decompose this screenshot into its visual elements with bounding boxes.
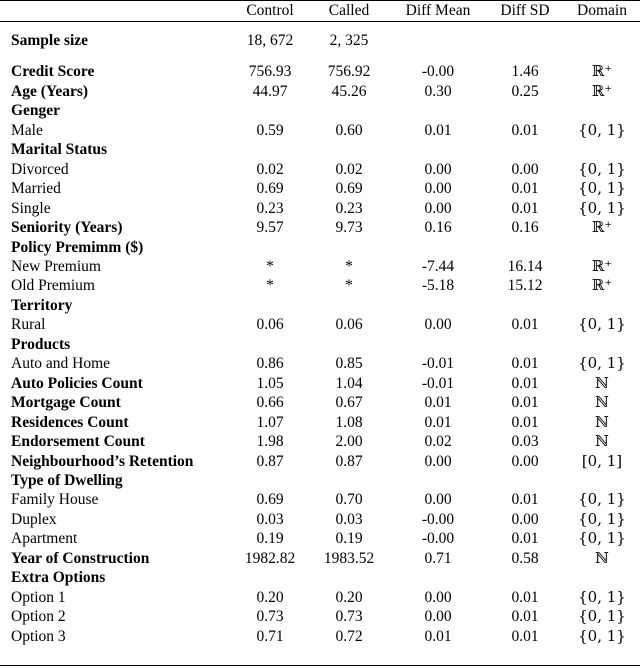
- cell-called: 0.85: [335, 355, 363, 373]
- cell-called: 2.00: [335, 433, 363, 451]
- cell-domain: {0, 1}: [578, 179, 626, 198]
- cell-diff-sd: 0.03: [511, 433, 539, 451]
- cell-domain: ℝ⁺: [591, 276, 613, 295]
- cell-domain: [564, 335, 640, 354]
- cell-diff-mean: -7.44: [421, 257, 455, 275]
- table-row: [0, 276, 640, 295]
- table-row: [0, 413, 640, 432]
- cell-domain: {0, 1}: [578, 354, 626, 373]
- row-label: Seniority (Years): [11, 219, 123, 237]
- cell-diff-mean: [390, 238, 486, 257]
- cell-called: [308, 140, 390, 159]
- row-label: Single: [11, 199, 51, 217]
- cell-control: 0.06: [256, 316, 284, 334]
- table-row: [0, 101, 640, 120]
- cell-control: 1982.82: [244, 549, 296, 567]
- cell-diff-mean: -0.00: [421, 530, 455, 548]
- row-label: Extra Options: [11, 569, 106, 587]
- cell-diff-sd: [486, 140, 564, 159]
- cell-diff-mean: -0.01: [421, 374, 455, 392]
- table-row: [0, 374, 640, 393]
- table-row: [0, 354, 640, 373]
- cell-diff-sd: 0.01: [511, 627, 539, 645]
- table-row: [0, 315, 640, 334]
- header-label-col: [0, 0, 232, 21]
- row-label: Apartment: [11, 530, 78, 548]
- cell-domain: {0, 1}: [578, 587, 626, 606]
- sample-size-label: Sample size: [11, 32, 89, 49]
- header-called: Called: [328, 2, 370, 19]
- cell-control: 0.02: [256, 160, 284, 178]
- cell-diff-mean: [390, 101, 486, 120]
- cell-diff-mean: 0.01: [424, 627, 452, 645]
- cell-domain: {0, 1}: [578, 509, 626, 528]
- row-label: Residences Count: [11, 413, 129, 431]
- row-label: Year of Construction: [11, 549, 150, 567]
- cell-diff-sd: 0.01: [511, 491, 539, 509]
- cell-called: 0.20: [335, 588, 363, 606]
- row-label: Auto and Home: [11, 355, 111, 373]
- cell-domain: [564, 101, 640, 120]
- cell-diff-sd: 0.01: [511, 608, 539, 626]
- cell-called: 0.06: [335, 316, 363, 334]
- cell-control: *: [266, 257, 274, 275]
- cell-control: [232, 238, 308, 257]
- cell-diff-sd: 0.01: [511, 180, 539, 198]
- cell-diff-sd: 0.01: [511, 355, 539, 373]
- cell-control: 44.97: [252, 82, 288, 100]
- cell-domain: [564, 568, 640, 587]
- table-row: [0, 257, 640, 276]
- cell-control: 0.59: [256, 121, 284, 139]
- cell-control: 0.87: [256, 452, 284, 470]
- cell-control: 1.07: [256, 413, 284, 431]
- row-label: Age (Years): [11, 82, 89, 100]
- row-label: Products: [11, 335, 71, 353]
- cell-diff-sd: [486, 335, 564, 354]
- cell-control: 1.05: [256, 374, 284, 392]
- cell-diff-mean: 0.00: [424, 608, 452, 626]
- header-row: [0, 0, 640, 21]
- row-label: Territory: [11, 296, 73, 314]
- row-label: Neighbourhood’s Retention: [11, 452, 194, 470]
- cell-called: 1.04: [335, 374, 363, 392]
- cell-called: [308, 101, 390, 120]
- cell-called: *: [345, 277, 353, 295]
- cell-called: [308, 335, 390, 354]
- table-row: [0, 588, 640, 607]
- cell-domain: ℕ: [595, 548, 609, 567]
- row-label: New Premium: [11, 257, 101, 275]
- cell-domain: {0, 1}: [578, 198, 626, 217]
- cell-diff-mean: 0.01: [424, 394, 452, 412]
- sample-size-row: [0, 31, 640, 50]
- cell-control: 9.57: [256, 219, 284, 237]
- cell-control: 0.71: [256, 627, 284, 645]
- header-diff-mean: Diff Mean: [405, 2, 471, 19]
- cell-diff-sd: 0.00: [511, 510, 539, 528]
- sample-size-called: 2, 325: [329, 32, 369, 49]
- table-row: [0, 568, 640, 587]
- cell-diff-sd: [486, 471, 564, 490]
- cell-called: 0.03: [335, 510, 363, 528]
- cell-domain: {0, 1}: [578, 490, 626, 509]
- row-label: Option 3: [11, 627, 66, 645]
- cell-diff-sd: [486, 568, 564, 587]
- table-row: [0, 140, 640, 159]
- cell-called: 9.73: [335, 219, 363, 237]
- cell-called: [308, 238, 390, 257]
- cell-diff-mean: 0.00: [424, 452, 452, 470]
- cell-diff-sd: 0.16: [511, 219, 539, 237]
- cell-domain: [564, 140, 640, 159]
- cell-domain: ℝ⁺: [591, 218, 613, 237]
- cell-diff-sd: 0.00: [511, 452, 539, 470]
- table-row: [0, 432, 640, 451]
- cell-control: 0.66: [256, 394, 284, 412]
- cell-called: 45.26: [331, 82, 367, 100]
- cell-diff-sd: 0.25: [511, 82, 539, 100]
- cell-called: 0.60: [335, 121, 363, 139]
- cell-domain: ℝ⁺: [591, 256, 613, 275]
- cell-diff-sd: [486, 101, 564, 120]
- cell-domain: {0, 1}: [578, 315, 626, 334]
- table-row: [0, 549, 640, 568]
- cell-control: 756.93: [248, 63, 292, 81]
- table-row: [0, 471, 640, 490]
- cell-called: 0.69: [335, 180, 363, 198]
- cell-diff-sd: 0.01: [511, 588, 539, 606]
- cell-diff-sd: 16.14: [507, 257, 543, 275]
- table-row: [0, 121, 640, 140]
- row-label: Mortgage Count: [11, 394, 121, 412]
- cell-diff-mean: 0.00: [424, 199, 452, 217]
- cell-diff-sd: 15.12: [507, 277, 543, 295]
- cell-called: 0.67: [335, 394, 363, 412]
- cell-diff-sd: 0.01: [511, 374, 539, 392]
- row-label: Type of Dwelling: [11, 471, 123, 489]
- cell-diff-mean: [390, 335, 486, 354]
- sample-size-control: 18, 672: [246, 32, 294, 49]
- cell-called: 756.92: [327, 63, 371, 81]
- cell-domain: {0, 1}: [578, 120, 626, 139]
- cell-control: [232, 140, 308, 159]
- cell-domain: {0, 1}: [578, 529, 626, 548]
- header-control: Control: [246, 2, 294, 19]
- cell-diff-mean: 0.30: [424, 82, 452, 100]
- cell-diff-mean: 0.02: [424, 433, 452, 451]
- cell-domain: [564, 296, 640, 315]
- cell-called: 1983.52: [323, 549, 375, 567]
- cell-control: 1.98: [256, 433, 284, 451]
- cell-diff-sd: 0.01: [511, 394, 539, 412]
- cell-called: *: [345, 257, 353, 275]
- cell-domain: ℝ⁺: [591, 62, 613, 81]
- cell-called: [308, 471, 390, 490]
- cell-diff-sd: [486, 296, 564, 315]
- cell-domain: [0, 1]: [581, 451, 623, 470]
- row-label: Genger: [11, 102, 61, 120]
- cell-diff-mean: [390, 140, 486, 159]
- table-row: [0, 607, 640, 626]
- cell-diff-mean: 0.00: [424, 180, 452, 198]
- row-label: Married: [11, 180, 61, 198]
- cell-domain: [564, 471, 640, 490]
- cell-control: [232, 101, 308, 120]
- row-label: Option 2: [11, 608, 66, 626]
- table-row: [0, 199, 640, 218]
- row-label: Endorsement Count: [11, 433, 145, 451]
- cell-diff-mean: 0.71: [424, 549, 452, 567]
- cell-domain: ℕ: [595, 432, 609, 451]
- cell-diff-mean: 0.00: [424, 160, 452, 178]
- cell-domain: [564, 238, 640, 257]
- cell-diff-mean: -0.00: [421, 63, 455, 81]
- cell-called: 0.23: [335, 199, 363, 217]
- cell-control: [232, 471, 308, 490]
- table-row: [0, 160, 640, 179]
- cell-diff-sd: 1.46: [511, 63, 539, 81]
- cell-called: 1.08: [335, 413, 363, 431]
- cell-diff-mean: 0.01: [424, 413, 452, 431]
- cell-control: 0.20: [256, 588, 284, 606]
- cell-diff-mean: [390, 568, 486, 587]
- cell-called: 0.73: [335, 608, 363, 626]
- table-row: [0, 335, 640, 354]
- cell-control: 0.69: [256, 180, 284, 198]
- cell-domain: {0, 1}: [578, 607, 626, 626]
- cell-diff-sd: 0.01: [511, 121, 539, 139]
- row-label: Policy Premimm ($): [11, 238, 144, 256]
- cell-diff-mean: 0.16: [424, 219, 452, 237]
- cell-called: 0.72: [335, 627, 363, 645]
- spacer-row: [0, 21, 640, 31]
- table-row: [0, 452, 640, 471]
- cell-diff-mean: -0.01: [421, 355, 455, 373]
- cell-diff-sd: 0.01: [511, 199, 539, 217]
- table-row: [0, 238, 640, 257]
- table-row: [0, 510, 640, 529]
- bottom-rule: [0, 665, 640, 666]
- row-label: Divorced: [11, 160, 69, 178]
- row-label: Credit Score: [11, 63, 95, 81]
- cell-diff-mean: 0.00: [424, 588, 452, 606]
- cell-domain: {0, 1}: [578, 626, 626, 645]
- header-diff-sd: Diff SD: [500, 2, 550, 19]
- cell-called: 0.02: [335, 160, 363, 178]
- cell-diff-mean: 0.01: [424, 121, 452, 139]
- cell-diff-mean: [390, 471, 486, 490]
- cell-domain: {0, 1}: [578, 159, 626, 178]
- cell-diff-mean: 0.00: [424, 491, 452, 509]
- cell-domain: ℕ: [595, 412, 609, 431]
- cell-control: [232, 568, 308, 587]
- table-row: [0, 627, 640, 646]
- cell-control: 0.23: [256, 199, 284, 217]
- table-row: [0, 82, 640, 101]
- table-row: [0, 393, 640, 412]
- cell-control: [232, 335, 308, 354]
- table-row: [0, 179, 640, 198]
- cell-called: [308, 568, 390, 587]
- cell-diff-mean: -0.00: [421, 510, 455, 528]
- row-label: Old Premium: [11, 277, 95, 295]
- cell-diff-sd: [486, 238, 564, 257]
- row-label: Family House: [11, 491, 99, 509]
- row-label: Option 1: [11, 588, 66, 606]
- cell-domain: ℕ: [595, 393, 609, 412]
- cell-called: 0.19: [335, 530, 363, 548]
- row-label: Marital Status: [11, 141, 108, 159]
- cell-domain: ℝ⁺: [591, 81, 613, 100]
- cell-control: 0.19: [256, 530, 284, 548]
- cell-diff-sd: 0.00: [511, 160, 539, 178]
- row-label: Duplex: [11, 510, 57, 528]
- table-row: [0, 296, 640, 315]
- cell-control: 0.03: [256, 510, 284, 528]
- cell-diff-mean: [390, 296, 486, 315]
- spacer-row: [0, 50, 640, 62]
- cell-called: 0.87: [335, 452, 363, 470]
- cell-control: *: [266, 277, 274, 295]
- row-label: Rural: [11, 316, 46, 334]
- table-row: [0, 529, 640, 548]
- cell-diff-sd: 0.01: [511, 413, 539, 431]
- cell-control: [232, 296, 308, 315]
- cell-called: [308, 296, 390, 315]
- row-label: Male: [11, 121, 43, 139]
- cell-domain: ℕ: [595, 373, 609, 392]
- cell-diff-mean: 0.00: [424, 316, 452, 334]
- cell-diff-mean: -5.18: [421, 277, 455, 295]
- cell-called: 0.70: [335, 491, 363, 509]
- cell-diff-sd: 0.01: [511, 316, 539, 334]
- cell-diff-sd: 0.01: [511, 530, 539, 548]
- row-label: Auto Policies Count: [11, 374, 143, 392]
- header-domain: Domain: [577, 2, 627, 19]
- cell-control: 0.69: [256, 491, 284, 509]
- table-row: [0, 490, 640, 509]
- table-row: [0, 62, 640, 81]
- table-row: [0, 218, 640, 237]
- cell-diff-sd: 0.58: [511, 549, 539, 567]
- cell-control: 0.86: [256, 355, 284, 373]
- cell-control: 0.73: [256, 608, 284, 626]
